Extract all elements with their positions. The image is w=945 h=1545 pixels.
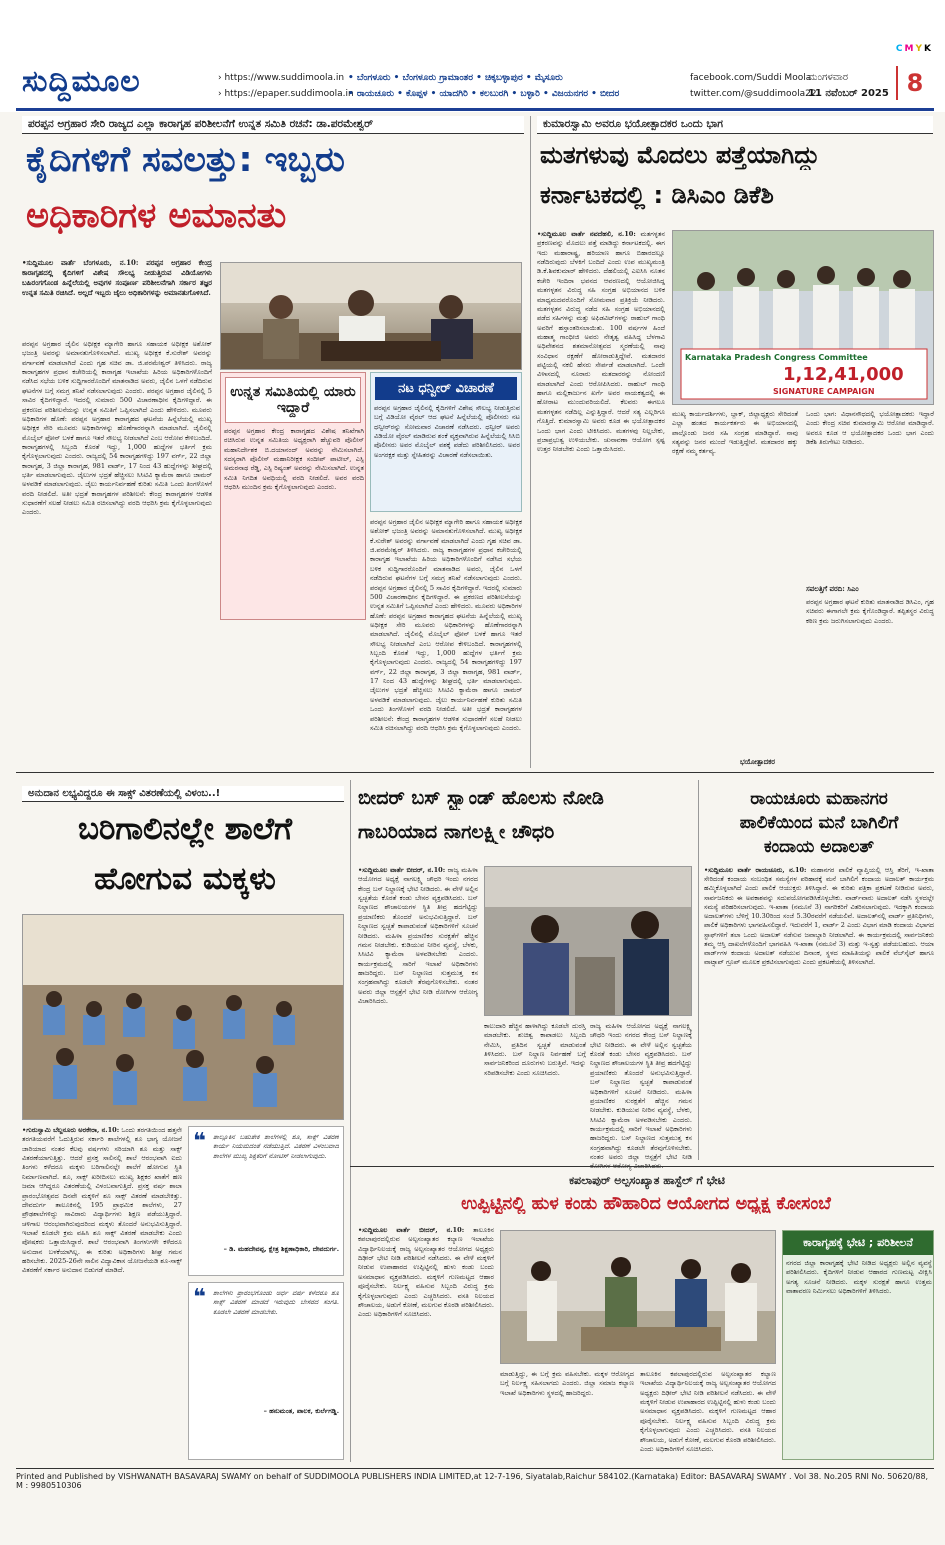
story2-photo-campaign (672, 230, 934, 405)
hostel-photo-illustration (501, 1231, 776, 1364)
story2-col2: ಮುಖ್ಯ ಕಾರ್ಯದರ್ಶಿಗಳು, ಬ್ಲಾಕ್, ಜಿಲ್ಲಾಧ್ಯಕ್ಷರು ಸೇರಿದಂತೆ ಎಲ್ಲಾ ಹಂತದ ಕಾರ್ಯಕರ್ತರು ಈ ಅಭಿಯಾನದಲ್ಲಿ ಪಾಲ್ಗೊಂಡು ಜನರ ಸಹಿ ಸಂಗ್ರಹ ಮಾಡಿದ್ದಾರೆ. ನಾವು ಸತ್ಯವನ್ನು ಜನರ ಮುಂದೆ ಇಡುತ್ತಿದ್ದೇವೆ. ಮತದಾರರ ಹಕ್ಕು ರಕ್ಷಣೆ ನಮ್ಮ ಕರ್ತವ್ಯ. (672, 410, 798, 456)
actor-sidebar-body: ಪರಪ್ಪನ ಅಗ್ರಹಾರ ಜೈಲಿನಲ್ಲಿ ಕೈದಿಗಳಿಗೆ ವಿಶೇಷ ಸೌಲಭ್ಯ ನೀಡುತ್ತಿರುವ ಬಗ್ಗೆ ವಿಡಿಯೋ ವೈರಲ್ ಆದ ಘಟನೆ ಹಿನ್ನೆಲೆಯಲ್ಲಿ ಪೊಲೀಸರು ನಟ ಧನ್ವೀರ್‌ರನ್ನು ಸೋಮವಾರ ವಿಚಾರಣೆ ನಡೆಸಿದರು. ಧನ್ವೀರ್ ಅವರು ವಿಡಿಯೋ ವೈರಲ್ ಮಾಡಿರುವ ಶಂಕೆ ವ್ಯಕ್ತವಾಗಿರುವ ಹಿನ್ನೆಲೆಯಲ್ಲಿ ಸಿಸಿಬಿ ಪೊಲೀಸರು ಅವರ ಮೊಬೈಲ್ ವಶಕ್ಕೆ ಪಡೆದು ಪರಿಶೀಲಿಸಿದರು. ಅವರ ಅಂಗರಕ್ಷಕ ಮತ್ತು ಸ್ನೇಹಿತರನ್ನು ವಿಚಾರಣೆ ನಡೆಸಲಾಯಿತು. (374, 404, 520, 459)
story3-kicker: ಅನುದಾನ ಲಭ್ಯವಿದ್ದರೂ ಈ ಸಾಕ್ಸ್ ವಿತರಣೆಯಲ್ಲಿ ವಿಳಂಬ..! (22, 786, 344, 802)
twitter-link[interactable]: twitter.com/@suddimoola22 (690, 89, 817, 99)
cmyk-k: K (924, 44, 933, 54)
divider-story5-story6 (350, 1166, 934, 1167)
busstand-photo-illustration (485, 867, 692, 1016)
edition-cities (348, 70, 619, 102)
issue-day: ಮಂಗಳವಾರ (808, 72, 849, 83)
story6-byline: •ಸುದ್ದಿಮೂಲ ವಾರ್ತೆ ಬೀದರ್, ನ.10: (358, 1226, 465, 1234)
story4-byline: •ಸುದ್ದಿಮೂಲ ವಾರ್ತೆ ಬೀದರ್, ನ.10: (358, 866, 446, 874)
divider-story3-story4 (350, 780, 351, 1462)
website-link[interactable]: › https://www.suddimoola.in (218, 70, 354, 86)
masthead (0, 0, 945, 112)
story2-byline: •ಸುದ್ದಿಮೂಲ ವಾರ್ತೆ ನವದೆಹಲಿ, ನ.10: (537, 230, 636, 238)
story1-headline-line2: ಅಧಿಕಾರಿಗಳ ಅಮಾನತು (26, 196, 287, 236)
divider-top-middle (16, 772, 934, 773)
story4-headline-line1: ಬೀದರ್ ಬಸ್ ಸ್ಟ್ಯಾಂಡ್ ಹೊಲಸು ನೋಡಿ (358, 788, 604, 809)
story4-headline-line2: ಗಾಬರಿಯಾದ ನಾಗಲಕ್ಷ್ಮೀ ಚೌಧರಿ (358, 822, 555, 843)
story6-photo-hostel (500, 1230, 776, 1364)
social-links (690, 70, 817, 102)
story1-body: ಪರಪ್ಪನ ಅಗ್ರಹಾರ ಜೈಲಿನ ಅಧೀಕ್ಷಕ ಮ್ಯಾಗೇರಿ ಹಾಗೂ ಸಹಾಯಕ ಅಧೀಕ್ಷಕ ಅಶೋಕ್ ಭಜಂತ್ರಿ ಅವರನ್ನು ಅಮಾನತುಗೊಳಿಸಲಾಗಿದೆ. ಮುಖ್ಯ ಅಧೀಕ್ಷಕ ಕೆ.ಸುರೇಶ್ ಅವರನ್ನು ವರ್ಗಾವಣೆ ಮಾಡಲಾಗಿದೆ ಎಂದು ಗೃಹ ಸಚಿವ ಡಾ. ಜಿ.ಪರಮೇಶ್ವರ್ ತಿಳಿಸಿದರು. ರಾಜ್ಯ ಕಾರಾಗೃಹಗಳ ಪ್ರಧಾನ ಕಚೇರಿಯಲ್ಲಿ ಕಾರಾಗೃಹ ಇಲಾಖೆಯ ಹಿರಿಯ ಅಧಿಕಾರಿಗಳೊಂದಿಗೆ ನಡೆಸಿದ ಸಭೆಯ ಬಳಿಕ ಸುದ್ದಿಗಾರರೊಂದಿಗೆ ಮಾತನಾಡಿದ ಅವರು, ಜೈಲಿನ ಒಳಗೆ ನಡೆದಿರುವ ಘಟನೆಗಳ ಬಗ್ಗೆ ಸಮಗ್ರ ತನಿಖೆ ನಡೆಸಲಾಗುವುದು ಎಂದರು. ಪರಪ್ಪನ ಅಗ್ರಹಾರ ಜೈಲಿನಲ್ಲಿ 5 ಸಾವಿರ ಕೈದಿಗಳಿದ್ದಾರೆ. ಇದರಲ್ಲಿ ಸುಮಾರು 500 ವಿಚಾರಣಾಧೀನ ಕೈದಿಗಳಿದ್ದಾರೆ. ಈ ಪ್ರಕರಣದ ಪರಿಶೀಲನೆಯನ್ನು ಉನ್ನತ ಸಮಿತಿಗೆ ಒಪ್ಪಿಸಲಾಗಿದೆ ಎಂದು ಹೇಳಿದರು. ಮೂವರು ಅಧಿಕಾರಿಗಳ ಹೊಣೆ: ಪರಪ್ಪನ ಅಗ್ರಹಾರ ಕಾರಾಗೃಹದ ಘಟನೆಯ ಹಿನ್ನೆಲೆಯಲ್ಲಿ ಮುಖ್ಯ ಅಧೀಕ್ಷಕ ಸೇರಿ ಮೂವರು ಅಧಿಕಾರಿಗಳನ್ನು ಹೊಣೆಗಾರರನ್ನಾಗಿ ಮಾಡಲಾಗಿದೆ. ಜೈಲಿನಲ್ಲಿ ಮೊಬೈಲ್ ಫೋನ್ ಬಳಕೆ ಹಾಗೂ ಇತರೆ ಸೌಲಭ್ಯ ನೀಡಲಾಗಿದೆ ಎಂಬ ಆರೋಪ ಕೇಳಿಬಂದಿದೆ. ಕಾರಾಗೃಹಗಳಲ್ಲಿ ಸಿಬ್ಬಂದಿ ಕೊರತೆ ಇದ್ದು, 1,000 ಹುದ್ದೆಗಳ ಭರ್ತಿಗೆ ಕ್ರಮ ಕೈಗೊಳ್ಳಲಾಗುವುದು ಎಂದರು. ರಾಜ್ಯದಲ್ಲಿ 54 ಕಾರಾಗೃಹಗಳಿದ್ದು 197 ವರ್ಗ್, 22 ಜಿಲ್ಲಾ ಕಾರಾಗೃಹ, 3 ಜಿಲ್ಲಾ ಕಾರಾಗೃಹ, 981 ವಾರ್ಡ್, 17 ನಿಂದ 43 ಹುದ್ದೆಗಳನ್ನು ಶೀಘ್ರದಲ್ಲಿ ಭರ್ತಿ ಮಾಡಲಾಗುವುದು. ಜೈಲುಗಳ ಭದ್ರತೆ ಹೆಚ್ಚಿಸಲು ಸಿಸಿಟಿವಿ ಕ್ಯಾಮೆರಾ ಹಾಗೂ ಜಾಮರ್ ಅಳವಡಿಕೆ ಮಾಡಲಾಗುವುದು. ಜೈಲು ಕಾರ್ಯನಿರ್ವಹಣೆ ಕುರಿತು ಸಮಿತಿ ಒಂದು ತಿಂಗಳೊಳಗೆ ವರದಿ ನೀಡಲಿದೆ. ಅತೀ ಭದ್ರತೆ ಕಾರಾಗೃಹಗಳ ಪರಿಶೀಲನೆ: ಕೇಂದ್ರ ಕಾರಾಗೃಹಗಳ ಆಡಳಿತ ಸುಧಾರಣೆಗೆ ಸಲಹೆ ನೀಡಲು ಸಮಿತಿ ರಚಿಸಲಾಗಿದ್ದು ವರದಿ ಆಧರಿಸಿ ಕ್ರಮ ಕೈಗೊಳ್ಳಲಾಗುವುದು ಎಂದರು. (22, 340, 212, 517)
story2-body-text: ಮತಗಳ್ಳತನ ಪ್ರಕರಣವನ್ನು ಮೊದಲು ಪತ್ತೆ ಮಾಡಿದ್ದು ಕರ್ನಾಟಕದಲ್ಲಿ. ಈಗ ಇದು ಮಹಾರಾಷ್ಟ್ರ, ಹರಿಯಾಣ ಹಾಗೂ ಬಿಹಾರದಲ್ಲೂ ನಡೆದಿರುವುದು ಬೆಳಕಿಗೆ ಬಂದಿದೆ ಎಂದು ಉಪ ಮುಖ್ಯಮಂತ್ರಿ ಡಿ.ಕೆ.ಶಿವಕುಮಾರ್ ಹೇಳಿದರು. ದೆಹಲಿಯಲ್ಲಿ ಎಐಸಿಸಿ ನೂತನ ಕಚೇರಿ ಇಂದಿರಾ ಭವನದ ಆವರಣದಲ್ಲಿ ಆಯೋಜಿಸಿದ್ದ ಮತಗಳ್ಳತನ ವಿರುದ್ಧ ಸಹಿ ಸಂಗ್ರಹ ಅಭಿಯಾನದ ಬಳಿಕ ಮಾಧ್ಯಮದವರೊಂದಿಗೆ ಸೋಮವಾರ ಪ್ರತಿಕ್ರಿಯೆ ನೀಡಿದರು. ಮತಗಳ್ಳತನ ವಿರುದ್ಧ ನಡೆದ ಸಹಿ ಸಂಗ್ರಹ ಅಭಿಯಾನದಲ್ಲಿ ಪಡೆದ ಸಹಿಗಳನ್ನು ಮತ್ತು ಅಫಿಡವಿಟ್‌ಗಳನ್ನು ರಾಹುಲ್ ಗಾಂಧಿ ಅವರಿಗೆ ಹಸ್ತಾಂತರಿಸಲಾಯಿತು. 100 ವರ್ಷಗಳ ಹಿಂದೆ ಮಹಾತ್ಮ ಗಾಂಧೀಜಿ ಅವರು ನೇತೃತ್ವ ವಹಿಸಿದ್ದ ಬೆಳಗಾವಿ ಅಧಿವೇಶನದ ಶತಮಾನೋತ್ಸವದ ಸ್ಮರಣೆಯಲ್ಲಿ ನಾವು ಸಂವಿಧಾನ ರಕ್ಷಣೆಗೆ ಹೋರಾಡುತ್ತಿದ್ದೇವೆ. ಮತದಾರರ ಪಟ್ಟಿಯಲ್ಲಿ ನಕಲಿ ಹೆಸರು ಸೇರ್ಪಡೆ ಮಾಡಲಾಗಿದೆ. ಒಂದೇ ವಿಳಾಸದಲ್ಲಿ ನೂರಾರು ಮತದಾರರನ್ನು ನೋಂದಣಿ ಮಾಡಲಾಗಿದೆ ಎಂದು ಆರೋಪಿಸಿದರು. ರಾಹುಲ್ ಗಾಂಧಿ ಹಾಗೂ ಮಲ್ಲಿಕಾರ್ಜುನ ಖರ್ಗೆ ಅವರ ನಾಯಕತ್ವದಲ್ಲಿ ಈ ಹೋರಾಟ ಮುಂದುವರಿಯಲಿದೆ. ಕೆಲವರು ಈಗಲೂ ಮತಗಳ್ಳತನ ನಡೆದಿಲ್ಲ ಎನ್ನುತ್ತಿದ್ದಾರೆ. ಆದರೆ ಸತ್ಯ ಎಲ್ಲರಿಗೂ ಗೊತ್ತಿದೆ. ಕುಮಾರಸ್ವಾಮಿ ಅವರು ಕೂಡ ಈ ಭಯೋತ್ಪಾದಕರ ಒಂದು ಭಾಗ ಎಂದು ಟೀಕಿಸಿದರು. ಮತಗಳವು ನಿಲ್ಲಬೇಕು, ಪ್ರಜಾಪ್ರಭುತ್ವ ಉಳಿಯಬೇಕು. ಚುನಾವಣಾ ಆಯೋಗ ಸ್ಪಷ್ಟ ಉತ್ತರ ನೀಡಬೇಕು ಎಂದು ಒತ್ತಾಯಿಸಿದರು. (537, 230, 665, 454)
cities-line-2: • ರಾಯಚೂರು • ಕೊಪ್ಪಳ • ಯಾದಗಿರಿ • ಕಲಬುರಗಿ • ಬಳ್ಳಾರಿ • ವಿಜಯನಗರ • ಬೀದರ (348, 89, 620, 99)
actor-sidebar-title: ನಟ ಧನ್ವೀರ್ ವಿಚಾರಣೆ (375, 377, 517, 400)
divider-story1-story2 (530, 116, 531, 768)
quote2-icon: ❝ (193, 1285, 206, 1310)
story2-headline-line2: ಕರ್ನಾಟಕದಲ್ಲಿ : ಡಿಸಿಎಂ ಡಿಕೆಶಿ (540, 182, 774, 209)
story1-headline-line1: ಕೈದಿಗಳಿಗೆ ಸವಲತ್ತು: ಇಬ್ಬರು (26, 140, 345, 180)
web-links (218, 70, 354, 102)
issue-date-text: 11 ನವೆಂಬರ್ 2025 (808, 88, 889, 99)
story6-headline: ಉಪ್ಪಿಟ್ಟಿನಲ್ಲಿ ಹುಳ ಕಂಡು ಹೌಹಾರಿದ ಆಯೋಗದ ಅಧ್ಯಕ್ಷ ಕೋಸಂಬೆ (461, 1194, 831, 1214)
story4-body-text: ರಾಜ್ಯ ಮಹಿಳಾ ಆಯೋಗದ ಅಧ್ಯಕ್ಷೆ ನಾಗಲಕ್ಷ್ಮಿ ಚೌಧರಿ ಇಂದು ನಗರದ ಕೇಂದ್ರ ಬಸ್ ನಿಲ್ದಾಣಕ್ಕೆ ಭೇಟಿ ನೀಡಿದರು. ಈ ವೇಳೆ ಅಲ್ಲಿನ ಸ್ವಚ್ಛತೆಯ ಕೊರತೆ ಕಂಡು ಬೇಸರ ವ್ಯಕ್ತಪಡಿಸಿದರು. ಬಸ್ ನಿಲ್ದಾಣದ ಶೌಚಾಲಯಗಳ ಸ್ಥಿತಿ ತೀವ್ರ ಹದಗೆಟ್ಟಿದ್ದು ಪ್ರಯಾಣಿಕರು ತೊಂದರೆ ಅನುಭವಿಸುತ್ತಿದ್ದಾರೆ. ಬಸ್ ನಿಲ್ದಾಣದ ಸ್ವಚ್ಛತೆ ಕಾಪಾಡುವಂತೆ ಅಧಿಕಾರಿಗಳಿಗೆ ಸೂಚನೆ ನೀಡಿದರು. ಮಹಿಳಾ ಪ್ರಯಾಣಿಕರ ಸುರಕ್ಷತೆಗೆ ಹೆಚ್ಚಿನ ಗಮನ ನೀಡಬೇಕು. ಕುಡಿಯುವ ನೀರಿನ ವ್ಯವಸ್ಥೆ, ಬೆಳಕು, ಸಿಸಿಟಿವಿ ಕ್ಯಾಮೆರಾ ಅಳವಡಿಸಬೇಕು ಎಂದರು. ಕಾರ್ಯಕ್ರಮದಲ್ಲಿ ಸಾರಿಗೆ ಇಲಾಖೆ ಅಧಿಕಾರಿಗಳು ಹಾಜರಿದ್ದರು. ಬಸ್ ನಿಲ್ದಾಣದ ಸುತ್ತಮುತ್ತ ಕಸ ಸಂಗ್ರಹವಾಗಿದ್ದು ಕೂಡಲೇ ತೆರವುಗೊಳಿಸಬೇಕು. ನಂತರ ಅವರು ಜಿಲ್ಲಾ ಆಸ್ಪತ್ರೆಗೆ ಭೇಟಿ ನೀಡಿ ರೋಗಿಗಳ ಆರೋಗ್ಯ ವಿಚಾರಿಸಿದರು. (358, 866, 478, 1006)
story1-lead-text: ಪರಪ್ಪನ ಅಗ್ರಹಾರ ಕೇಂದ್ರ ಕಾರಾಗೃಹದಲ್ಲಿ ಕೈದಿಗಳಿಗೆ ವಿಶೇಷ ಸೌಲಭ್ಯ ನೀಡುತ್ತಿರುವ ವಿಡಿಯೋಗಳು ಬಹಿರಂಗಗೊಂಡ ಹಿನ್ನೆಲೆಯಲ್ಲಿ ಅವುಗಳ ಸಂಪೂರ್ಣ ಪರಿಶೀಲನೆಗಾಗಿ ಸರ್ಕಾರ ತಜ್ಞರ ಉನ್ನತ ಸಮಿತಿ ರಚಿಸಿದೆ. ಅಲ್ಲದೆ ಇಬ್ಬರು ಜೈಲು ಅಧಿಕಾರಿಗಳನ್ನು ಅಮಾನತುಗೊಳಿಸಿದೆ. (22, 258, 212, 297)
epaper-link[interactable]: › https://epaper.suddimoola.in (218, 86, 354, 102)
quote1-attribution: – ಡಿ. ಮಹದೇವಪ್ಪ, ಕ್ಷೇತ್ರ ಶಿಕ್ಷಣಾಧಿಕಾರಿ, ದೇವದುರ್ಗ. (223, 1245, 339, 1253)
campaign-caption: SIGNATURE CAMPAIGN (773, 387, 875, 396)
cmyk-marks (896, 44, 933, 54)
story6-body-text: ತಾಲೂಕಿನ ಕಪಲಾಪುರದಲ್ಲಿರುವ ಅಲ್ಪಸಂಖ್ಯಾತರ ಕಲ್ಯಾಣ ಇಲಾಖೆಯ ವಿದ್ಯಾರ್ಥಿನಿಲಯಕ್ಕೆ ರಾಜ್ಯ ಅಲ್ಪಸಂಖ್ಯಾತರ ಆಯೋಗದ ಅಧ್ಯಕ್ಷರು ದಿಢೀರ್ ಭೇಟಿ ನೀಡಿ ಪರಿಶೀಲನೆ ನಡೆಸಿದರು. ಈ ವೇಳೆ ಮಕ್ಕಳಿಗೆ ನೀಡುವ ಉಪಾಹಾರದ ಉಪ್ಪಿಟ್ಟಿನಲ್ಲಿ ಹುಳು ಕಂಡು ಬಂದು ಅಸಮಾಧಾನ ವ್ಯಕ್ತಪಡಿಸಿದರು. ಮಕ್ಕಳಿಗೆ ಗುಣಮಟ್ಟದ ಆಹಾರ ಪೂರೈಸಬೇಕು. ನಿರ್ಲಕ್ಷ್ಯ ವಹಿಸುವ ಸಿಬ್ಬಂದಿ ವಿರುದ್ಧ ಕ್ರಮ ಕೈಗೊಳ್ಳಲಾಗುವುದು ಎಂದು ಎಚ್ಚರಿಸಿದರು. ವಸತಿ ನಿಲಯದ ಶೌಚಾಲಯ, ಅಡುಗೆ ಕೋಣೆ, ಮಲಗುವ ಕೊಠಡಿ ಪರಿಶೀಲಿಸಿದರು. ಎಂದು ಅಧಿಕಾರಿಗಳಿಗೆ ಸೂಚಿಸಿದರು. (358, 1226, 494, 1319)
page-number: 8 (896, 66, 932, 100)
campaign-count: 1,12,41,000 (783, 364, 904, 385)
story5-headline-line2: ಪಾಲಿಕೆಯಿಂದ ಮನೆ ಬಾಗಿಲಿಗೆ (739, 813, 899, 833)
cmyk-y: Y (915, 44, 925, 54)
story6-sidebar-prison (782, 1230, 934, 1460)
story1-sidebar-actor (370, 372, 522, 512)
story2-body (537, 230, 665, 766)
story5-body-text: ಮಹಾನಗರ ಪಾಲಿಕೆ ವ್ಯಾಪ್ತಿಯಲ್ಲಿ ಆಸ್ತಿ ತೆರಿಗೆ, ಇ-ಖಾತಾ ಸೇರಿದಂತೆ ಕಂದಾಯ ಸಂಬಂಧಿತ ಸಮಸ್ಯೆಗಳ ಪರಿಹಾರಕ್ಕೆ ಮನೆ ಬಾಗಿಲಿಗೆ ಕಂದಾಯ ಅದಾಲತ್ ಕಾರ್ಯಕ್ರಮ ಹಮ್ಮಿಕೊಳ್ಳಲಾಗಿದೆ ಎಂದು ಪಾಲಿಕೆ ಆಯುಕ್ತರು ತಿಳಿಸಿದ್ದಾರೆ. ಈ ಕುರಿತು ಪತ್ರಿಕಾ ಪ್ರಕಟಣೆ ನೀಡಿರುವ ಅವರು, ಸಾರ್ವಜನಿಕರು ಈ ಅವಕಾಶವನ್ನು ಸದುಪಯೋಗಪಡಿಸಿಕೊಳ್ಳಬೇಕು. ವಾರ್ಡ್‌ವಾರು ಅದಾಲತ್ ನಡೆಸಿ ಸ್ಥಳದಲ್ಲೇ ಸಮಸ್ಯೆ ಪರಿಹರಿಸಲಾಗುವುದು. ಇ-ಖಾತಾ (ನಮೂನೆ 3) ನಾಗರಿಕರಿಗೆ ವಿತರಿಸಲಾಗುವುದು. ಇದಕ್ಕಾಗಿ ಕಂದಾಯ ಅದಾಲತ್‌ಗಳು ಬೆಳಿಗ್ಗೆ 10.30ರಿಂದ ಸಂಜೆ 5.30ರವರೆಗೆ ನಡೆಯಲಿವೆ. ಅದಾಲತ್‌ನಲ್ಲಿ ವಾರ್ಡ್ ಪ್ರತಿನಿಧಿಗಳು, ಪಾಲಿಕೆ ಅಧಿಕಾರಿಗಳು ಭಾಗವಹಿಸಲಿದ್ದಾರೆ. ಇದುವರೆಗೆ 1, ವಾರ್ಡ್ 2 ಎಂದು ವಿಭಾಗ ಮಾಡಿ ಕಂದಾಯ ವಿಭಾಗದ ಸ್ಟಾಫ್‌ಗಳಿಗೆ ತಲಾ ಒಂದು ಅದಾಲತ್ ನಡೆಸುವ ಜವಾಬ್ದಾರಿ ನೀಡಲಾಗಿದೆ. ಈ ಕಾರ್ಯಕ್ರಮದಲ್ಲಿ ಸಾರ್ವಜನಿಕರು ತಮ್ಮ ಆಸ್ತಿ ದಾಖಲೆಗಳೊಂದಿಗೆ ಭಾಗವಹಿಸಿ ಇ-ಖಾತಾ (ನಮೂನೆ 3) ಮತ್ತು ಇ-ಸ್ವತ್ತು ಪಡೆಯಬಹುದು. ಆಯಾ ವಾರ್ಡ್‌ಗಳ ಕಂದಾಯ ಅದಾಲತ್ ನಡೆಯುವ ದಿನಾಂಕ, ಸ್ಥಳದ ಮಾಹಿತಿಯನ್ನು ಪಾಲಿಕೆ ವೆಬ್‌ಸೈಟ್ ಹಾಗೂ ವಾಟ್ಸಾಪ್ ಗ್ರೂಪ್ ಮೂಲಕ ಪ್ರಕಟಿಸಲಾಗುವುದು ಎಂದು ಪ್ರಕಟಣೆಯಲ್ಲಿ ತಿಳಿಸಲಾಗಿದೆ. (704, 866, 934, 967)
story2-headline-line1: ಮತಗಳುವು ಮೊದಲು ಪತ್ತೆಯಾಗಿದ್ದು (540, 142, 820, 169)
cities-line-1: • ಬೆಂಗಳೂರು • ಬೆಂಗಳೂರು ಗ್ರಾಮಾಂತರ • ಚಿಕ್ಕಬಳ್ಳಾಪುರ • ಮೈಸೂರು (348, 73, 563, 83)
story2-signoff: ಭಯೋತ್ಪಾದಕರ (740, 757, 775, 766)
story2-col3: ಒಂದು ಭಾಗ: ವಿಧಾನಸೌಧದಲ್ಲಿ ಭಯೋತ್ಪಾದಕರು ಇದ್ದಾರೆ ಎಂದು ಕೇಂದ್ರ ಸಚಿವ ಕುಮಾರಸ್ವಾಮಿ ಆರೋಪ ಮಾಡಿದ್ದಾರೆ. ಅವರೂ ಕೂಡ ಆ ಭಯೋತ್ಪಾದಕರ ಒಂದು ಭಾಗ ಎಂದು ಡಿಕೆಶಿ ತಿರುಗೇಟು ನೀಡಿದರು. (806, 410, 934, 447)
prison-sidebar-body: ನಗರದ ಜಿಲ್ಲಾ ಕಾರಾಗೃಹಕ್ಕೆ ಭೇಟಿ ನೀಡಿದ ಅಧ್ಯಕ್ಷರು ಅಲ್ಲಿನ ವ್ಯವಸ್ಥೆ ಪರಿಶೀಲಿಸಿದರು. ಕೈದಿಗಳಿಗೆ ನೀಡುವ ಆಹಾರದ ಗುಣಮಟ್ಟ ವೀಕ್ಷಿಸಿ ಅಗತ್ಯ ಸೂಚನೆ ನೀಡಿದರು. ಮಕ್ಕಳ ಸುರಕ್ಷತೆ ಹಾಗೂ ಉತ್ತಮ ವಾತಾವರಣ ನಿರ್ಮಿಸಲು ಅಧಿಕಾರಿಗಳಿಗೆ ತಿಳಿಸಿದರು. (786, 1259, 932, 1296)
story1-kicker: ಪರಪ್ಪನ ಅಗ್ರಹಾರ ಸೇರಿ ರಾಜ್ಯದ ಎಲ್ಲಾ ಕಾರಾಗೃಹ ಪರಿಶೀಲನೆಗೆ ಉನ್ನತ ಸಮಿತಿ ರಚನೆ: ಡಾ.ಪರಮೇಶ್ವರ್ (22, 116, 524, 134)
story1-photo-meeting (220, 262, 522, 370)
story3-headline-line2: ಹೋಗುವ ಮಕ್ಕಳು (94, 861, 276, 897)
masthead-rule (16, 108, 934, 111)
story1-lead (22, 258, 212, 338)
story5-headline-line1: ರಾಯಚೂರು ಮಹಾನಗರ (750, 789, 888, 809)
quote2-text: ಶಾಲೆಗಳು ಪ್ರಾರಂಭಗೊಂಡು ಅರ್ಧ ವರ್ಷ ಕಳೆದರೂ ಶೂ ಸಾಕ್ಸ್ ವಿತರಣೆ ಮಾಡದೆ ಇರುವುದು ಬೇಸರದ ಸಂಗತಿ. ಕೂಡಲೇ ವಿತರಣೆ ಮಾಡಬೇಕು. (213, 1289, 339, 1316)
committee-sidebar-body: ಪರಪ್ಪನ ಅಗ್ರಹಾರ ಕೇಂದ್ರ ಕಾರಾಗೃಹದ ವಿಶೇಷ ತನಿಖೆಗಾಗಿ ರಚಿಸಿರುವ ಉನ್ನತ ಸಮಿತಿಯ ಅಧ್ಯಕ್ಷರಾಗಿ ಹೆಚ್ಚುವರಿ ಪೊಲೀಸ್ ಮಹಾನಿರ್ದೇಶಕ ಬಿ.ದಯಾನಂದ್ ಅವರನ್ನು ನೇಮಿಸಲಾಗಿದೆ. ಸದಸ್ಯರಾಗಿ ಪೊಲೀಸ್ ಮಹಾನಿರೀಕ್ಷಕ ಸಂದೀಪ್ ಪಾಟೀಲ್, ಎಸ್ಪಿ ಅಮರನಾಥ ರೆಡ್ಡಿ, ಎಸ್ಪಿ ರಿಷ್ಯಂತ್ ಅವರನ್ನು ನೇಮಿಸಲಾಗಿದೆ. ಉನ್ನತ ಸಮಿತಿ ನಿಗದಿತ ಅವಧಿಯಲ್ಲಿ ವರದಿ ನೀಡಲಿದೆ. ಅವರ ವರದಿ ಆಧರಿಸಿ ಮುಂದಿನ ಕ್ರಮ ಕೈಗೊಳ್ಳಲಾಗುವುದು ಎಂದರು. (224, 427, 364, 492)
story3-body (22, 1126, 182, 1460)
story5-body (704, 866, 934, 1162)
story1-body-col3: ಪರಪ್ಪನ ಅಗ್ರಹಾರ ಜೈಲಿನ ಅಧೀಕ್ಷಕ ಮ್ಯಾಗೇರಿ ಹಾಗೂ ಸಹಾಯಕ ಅಧೀಕ್ಷಕ ಅಶೋಕ್ ಭಜಂತ್ರಿ ಅವರನ್ನು ಅಮಾನತುಗೊಳಿಸಲಾಗಿದೆ. ಮುಖ್ಯ ಅಧೀಕ್ಷಕ ಕೆ.ಸುರೇಶ್ ಅವರನ್ನು ವರ್ಗಾವಣೆ ಮಾಡಲಾಗಿದೆ ಎಂದು ಗೃಹ ಸಚಿವ ಡಾ. ಜಿ.ಪರಮೇಶ್ವರ್ ತಿಳಿಸಿದರು. ರಾಜ್ಯ ಕಾರಾಗೃಹಗಳ ಪ್ರಧಾನ ಕಚೇರಿಯಲ್ಲಿ ಕಾರಾಗೃಹ ಇಲಾಖೆಯ ಹಿರಿಯ ಅಧಿಕಾರಿಗಳೊಂದಿಗೆ ನಡೆಸಿದ ಸಭೆಯ ಬಳಿಕ ಸುದ್ದಿಗಾರರೊಂದಿಗೆ ಮಾತನಾಡಿದ ಅವರು, ಜೈಲಿನ ಒಳಗೆ ನಡೆದಿರುವ ಘಟನೆಗಳ ಬಗ್ಗೆ ಸಮಗ್ರ ತನಿಖೆ ನಡೆಸಲಾಗುವುದು ಎಂದರು. ಪರಪ್ಪನ ಅಗ್ರಹಾರ ಜೈಲಿನಲ್ಲಿ 5 ಸಾವಿರ ಕೈದಿಗಳಿದ್ದಾರೆ. ಇದರಲ್ಲಿ ಸುಮಾರು 500 ವಿಚಾರಣಾಧೀನ ಕೈದಿಗಳಿದ್ದಾರೆ. ಈ ಪ್ರಕರಣದ ಪರಿಶೀಲನೆಯನ್ನು ಉನ್ನತ ಸಮಿತಿಗೆ ಒಪ್ಪಿಸಲಾಗಿದೆ ಎಂದು ಹೇಳಿದರು. ಮೂವರು ಅಧಿಕಾರಿಗಳ ಹೊಣೆ: ಪರಪ್ಪನ ಅಗ್ರಹಾರ ಕಾರಾಗೃಹದ ಘಟನೆಯ ಹಿನ್ನೆಲೆಯಲ್ಲಿ ಮುಖ್ಯ ಅಧೀಕ್ಷಕ ಸೇರಿ ಮೂವರು ಅಧಿಕಾರಿಗಳನ್ನು ಹೊಣೆಗಾರರನ್ನಾಗಿ ಮಾಡಲಾಗಿದೆ. ಜೈಲಿನಲ್ಲಿ ಮೊಬೈಲ್ ಫೋನ್ ಬಳಕೆ ಹಾಗೂ ಇತರೆ ಸೌಲಭ್ಯ ನೀಡಲಾಗಿದೆ ಎಂಬ ಆರೋಪ ಕೇಳಿಬಂದಿದೆ. ಕಾರಾಗೃಹಗಳಲ್ಲಿ ಸಿಬ್ಬಂದಿ ಕೊರತೆ ಇದ್ದು, 1,000 ಹುದ್ದೆಗಳ ಭರ್ತಿಗೆ ಕ್ರಮ ಕೈಗೊಳ್ಳಲಾಗುವುದು ಎಂದರು. ರಾಜ್ಯದಲ್ಲಿ 54 ಕಾರಾಗೃಹಗಳಿದ್ದು 197 ವರ್ಗ್, 22 ಜಿಲ್ಲಾ ಕಾರಾಗೃಹ, 3 ಜಿಲ್ಲಾ ಕಾರಾಗೃಹ, 981 ವಾರ್ಡ್, 17 ನಿಂದ 43 ಹುದ್ದೆಗಳನ್ನು ಶೀಘ್ರದಲ್ಲಿ ಭರ್ತಿ ಮಾಡಲಾಗುವುದು. ಜೈಲುಗಳ ಭದ್ರತೆ ಹೆಚ್ಚಿಸಲು ಸಿಸಿಟಿವಿ ಕ್ಯಾಮೆರಾ ಹಾಗೂ ಜಾಮರ್ ಅಳವಡಿಕೆ ಮಾಡಲಾಗುವುದು. ಜೈಲು ಕಾರ್ಯನಿರ್ವಹಣೆ ಕುರಿತು ಸಮಿತಿ ಒಂದು ತಿಂಗಳೊಳಗೆ ವರದಿ ನೀಡಲಿದೆ. ಅತೀ ಭದ್ರತೆ ಕಾರಾಗೃಹಗಳ ಪರಿಶೀಲನೆ: ಕೇಂದ್ರ ಕಾರಾಗೃಹಗಳ ಆಡಳಿತ ಸುಧಾರಣೆಗೆ ಸಲಹೆ ನೀಡಲು ಸಮಿತಿ ರಚಿಸಲಾಗಿದ್ದು ವರದಿ ಆಧರಿಸಿ ಕ್ರಮ ಕೈಗೊಳ್ಳಲಾಗುವುದು ಎಂದರು. (370, 518, 522, 732)
story4-col3: ರಾಜ್ಯ ಮಹಿಳಾ ಆಯೋಗದ ಅಧ್ಯಕ್ಷೆ ನಾಗಲಕ್ಷ್ಮಿ ಚೌಧರಿ ಇಂದು ನಗರದ ಕೇಂದ್ರ ಬಸ್ ನಿಲ್ದಾಣಕ್ಕೆ ಭೇಟಿ ನೀಡಿದರು. ಈ ವೇಳೆ ಅಲ್ಲಿನ ಸ್ವಚ್ಛತೆಯ ಕೊರತೆ ಕಂಡು ಬೇಸರ ವ್ಯಕ್ತಪಡಿಸಿದರು. ಬಸ್ ನಿಲ್ದಾಣದ ಶೌಚಾಲಯಗಳ ಸ್ಥಿತಿ ತೀವ್ರ ಹದಗೆಟ್ಟಿದ್ದು ಪ್ರಯಾಣಿಕರು ತೊಂದರೆ ಅನುಭವಿಸುತ್ತಿದ್ದಾರೆ. ಬಸ್ ನಿಲ್ದಾಣದ ಸ್ವಚ್ಛತೆ ಕಾಪಾಡುವಂತೆ ಅಧಿಕಾರಿಗಳಿಗೆ ಸೂಚನೆ ನೀಡಿದರು. ಮಹಿಳಾ ಪ್ರಯಾಣಿಕರ ಸುರಕ್ಷತೆಗೆ ಹೆಚ್ಚಿನ ಗಮನ ನೀಡಬೇಕು. ಕುಡಿಯುವ ನೀರಿನ ವ್ಯವಸ್ಥೆ, ಬೆಳಕು, ಸಿಸಿಟಿವಿ ಕ್ಯಾಮೆರಾ ಅಳವಡಿಸಬೇಕು ಎಂದರು. ಕಾರ್ಯಕ್ರಮದಲ್ಲಿ ಸಾರಿಗೆ ಇಲಾಖೆ ಅಧಿಕಾರಿಗಳು ಹಾಜರಿದ್ದರು. ಬಸ್ ನಿಲ್ದಾಣದ ಸುತ್ತಮುತ್ತ ಕಸ ಸಂಗ್ರಹವಾಗಿದ್ದು ಕೂಡಲೇ ತೆರವುಗೊಳಿಸಬೇಕು. ನಂತರ ಅವರು ಜಿಲ್ಲಾ ಆಸ್ಪತ್ರೆಗೆ ಭೇಟಿ ನೀಡಿ (590, 1022, 692, 1162)
committee-sidebar-title: ಉನ್ನತ ಸಮಿತಿಯಲ್ಲಿ ಯಾರು ಇದ್ದಾರೆ (225, 377, 361, 423)
cmyk-m: M (904, 44, 916, 54)
story3-byline: •ಗುರುಸ್ವಾಮಿ ಬೆಲ್ದನೂರು ಅರಕೇರಾ, ನ.10: (22, 1126, 120, 1134)
story2-kicker: ಕುಮಾರಸ್ವಾಮಿ ಅವರೂ ಭಯೋತ್ಪಾದಕರ ಒಂದು ಭಾಗ (537, 116, 933, 134)
story4-photo-busstand (484, 866, 692, 1016)
imprint-footer: Printed and Published by VISHWANATH BASAVARAJ SWAMY on behalf of SUDDIMOOLA PUBLISHERS INDIA LIMITED,at 12-7-196, Siyatalab,Raichur 584102.(Karnataka) Editor: BASAVARAJ SWAMY . Vol 38. No.205 RNI No. 50620/88, M : 9980510306 (16, 1468, 934, 1482)
story5-byline: •ಸುದ್ದಿಮೂಲ ವಾರ್ತೆ ರಾಯಚೂರು, ನ.10: (704, 866, 807, 874)
story3-quote2 (188, 1282, 344, 1460)
story5-headline-line3: ಕಂದಾಯ ಅದಾಲತ್ (763, 837, 874, 857)
divider-story4-story5 (698, 780, 699, 1160)
story4-col2: ಕಾಲುದಾರಿ ಹೆಚ್ಚಿನ ಹಾಳಾಗಿದ್ದು ಕೂಡಲೇ ದುರಸ್ತಿ ಮಾಡಬೇಕು. ಶುಚಿತ್ವ ಕಾಪಾಡಲು ಸಿಬ್ಬಂದಿ ನೇಮಿಸಿ, ಪ್ರತಿದಿನ ಸ್ವಚ್ಛತೆ ಮಾಡುವಂತೆ ತಿಳಿಸಿದರು. ಬಸ್ ನಿಲ್ದಾಣ ನಿರ್ವಹಣೆ ಬಗ್ಗೆ ಸಾರ್ವಜನಿಕರಿಂದ ದೂರುಗಳು ಬರುತ್ತಿವೆ. ಇದನ್ನು ಸರಿಪಡಿಸಬೇಕು ಎಂದು ಸೂಚಿಸಿದರು. (484, 1022, 586, 1077)
quote1-icon: ❝ (193, 1129, 206, 1154)
story3-headline-line1: ಬರಿಗಾಲಿನಲ್ಲೇ ಶಾಲೆಗೆ (77, 811, 293, 847)
story6-col2: ಮಾಡುತ್ತಿದ್ದು, ಈ ಬಗ್ಗೆ ಕ್ರಮ ವಹಿಸಬೇಕು. ಮಕ್ಕಳ ಆರೋಗ್ಯದ ಬಗ್ಗೆ ನಿರ್ಲಕ್ಷ್ಯ ಸಹಿಸಲಾಗದು ಎಂದರು. ಜಿಲ್ಲಾ ಸಮಾಜ ಕಲ್ಯಾಣ ಇಲಾಖೆ ಅಧಿಕಾರಿಗಳು ಸ್ಥಳದಲ್ಲಿ ಹಾಜರಿದ್ದರು. (500, 1370, 634, 1397)
story1-sidebar-committee (220, 372, 366, 620)
cmyk-c: C (895, 44, 905, 54)
story6-body (358, 1226, 494, 1460)
story3-quote1 (188, 1126, 344, 1276)
prison-sidebar-title: ಕಾರಾಗೃಹಕ್ಕೆ ಭೇಟಿ ; ಪರಿಶೀಲನೆ (783, 1231, 933, 1255)
newspaper-logo: ಸುದ್ದಿಮೂಲ (22, 64, 141, 99)
issue-date (808, 70, 889, 102)
classroom-photo-illustration (23, 915, 344, 1120)
quote1-text: ತಾಲ್ಲೂಕಿನ ಬಹುತೇಕ ಶಾಲೆಗಳಲ್ಲಿ ಶೂ, ಸಾಕ್ಸ್ ವಿತರಣೆ ಕಾರ್ಯ ನಿಯಮದಂತೆ ನಡೆಯುತ್ತಿದೆ. ವಿತರಣೆ ವಿಳಂಬವಾದ ಶಾಲೆಗಳ ಮುಖ್ಯ ಶಿಕ್ಷಕರಿಗೆ ನೋಟಿಸ್ ನೀಡಲಾಗುವುದು. (213, 1133, 339, 1160)
meeting-photo-illustration (221, 263, 522, 370)
story2-col3-subhead: ಸವಲತ್ತಿಗೆ ವರದಿ: ಸಿಎಂ (806, 584, 859, 593)
story3-body-text: ಒಂದು ತರಗತಿಯಿಂದ ಹತ್ತನೇ ತರಗತಿಯವರೆಗೆ ಓದುತ್ತಿರುವ ಸರ್ಕಾರಿ ಶಾಲೆಗಳಲ್ಲಿ ಶೂ ಭಾಗ್ಯ ಯೋಜನೆ ಜಾರಿಯಾದ ನಂತರ ಕೆಲವು ವರ್ಷಗಳು ಸರಿಯಾಗಿ ಶೂ ಮತ್ತು ಸಾಕ್ಸ್ ವಿತರಣೆಯಾಗುತ್ತಿತ್ತು. ಆದರೆ ಪ್ರಸಕ್ತ ಸಾಲಿನಲ್ಲಿ ಶಾಲೆ ಆರಂಭವಾಗಿ ಐದು ತಿಂಗಳು ಕಳೆದರೂ ಮಕ್ಕಳು ಬರಿಗಾಲಿನಲ್ಲೇ ಶಾಲೆಗೆ ಹೋಗುವ ಸ್ಥಿತಿ ನಿರ್ಮಾಣವಾಗಿದೆ. ಶೂ, ಸಾಕ್ಸ್ ಖರೀದಿಸಲು ಮುಖ್ಯ ಶಿಕ್ಷಕರ ಖಾತೆಗೆ ಹಣ ಜಮಾ ಆಗಿದ್ದರೂ ವಿತರಣೆಯಲ್ಲಿ ವಿಳಂಬವಾಗುತ್ತಿದೆ. ಪ್ರಸಕ್ತ ವರ್ಷ ಶಾಲಾ ಪ್ರಾರಂಭೋತ್ಸವದ ದಿನವೇ ಮಕ್ಕಳಿಗೆ ಶೂ ಸಾಕ್ಸ್ ವಿತರಣೆ ಮಾಡಬೇಕಿತ್ತು. ದೇವದುರ್ಗ ತಾಲೂಕಿನಲ್ಲಿ 195 ಪ್ರಾಥಮಿಕ ಶಾಲೆಗಳು, 27 ಪ್ರೌಢಶಾಲೆಗಳಿದ್ದು ಸಾವಿರಾರು ವಿದ್ಯಾರ್ಥಿಗಳು ಶಿಕ್ಷಣ ಪಡೆಯುತ್ತಿದ್ದಾರೆ. ಚಳಿಗಾಲ ಆರಂಭವಾಗಿರುವುದರಿಂದ ಮಕ್ಕಳು ತೊಂದರೆ ಅನುಭವಿಸುತ್ತಿದ್ದಾರೆ. ಇಲಾಖೆ ಕೂಡಲೇ ಕ್ರಮ ವಹಿಸಿ ಶೂ ಸಾಕ್ಸ್ ವಿತರಣೆ ಮಾಡಬೇಕು ಎಂದು ಪೋಷಕರು ಒತ್ತಾಯಿಸಿದ್ದಾರೆ. ಶಾಲೆ ಆರಂಭವಾಗಿ ತಿಂಗಳುಗಳೇ ಕಳೆದರೂ ಅನುದಾನ ಬಳಕೆಯಾಗಿಲ್ಲ. ಈ ಕುರಿತು ಅಧಿಕಾರಿಗಳು ಶೀಘ್ರ ಗಮನ ಹರಿಸಬೇಕು. 2025-26ನೇ ಸಾಲಿನ ವಿದ್ಯಾವಿಕಾಸ ಯೋಜನೆಯಡಿ ಶೂ-ಸಾಕ್ಸ್ ವಿತರಣೆಗೆ ಸರ್ಕಾರ ಅನುದಾನ ಬಿಡುಗಡೆ ಮಾಡಿದೆ. (22, 1126, 182, 1275)
story2-col3-body: ಪರಪ್ಪನ ಅಗ್ರಹಾರ ಘಟನೆ ಕುರಿತು ಮಾತನಾಡಿದ ಡಿಸಿಎಂ, ಗೃಹ ಸಚಿವರು ಈಗಾಗಲೇ ಕ್ರಮ ಕೈಗೊಂಡಿದ್ದಾರೆ. ತಪ್ಪಿತಸ್ಥರ ವಿರುದ್ಧ ಕಠಿಣ ಕ್ರಮ ಜರುಗಿಸಲಾಗುವುದು ಎಂದರು. (806, 598, 934, 625)
facebook-link[interactable]: facebook.com/Suddi Moola (690, 73, 812, 83)
story3-photo-classroom (22, 914, 344, 1120)
story6-kicker: ಕಪಲಾಪುರ್ ಅಲ್ಪಸಂಖ್ಯಾತ ಹಾಸ್ಟೆಲ್ ಗೆ ಭೇಟಿ (569, 1174, 725, 1187)
story6-col3: ತಾಲೂಕಿನ ಕಪಲಾಪುರದಲ್ಲಿರುವ ಅಲ್ಪಸಂಖ್ಯಾತರ ಕಲ್ಯಾಣ ಇಲಾಖೆಯ ವಿದ್ಯಾರ್ಥಿನಿಲಯಕ್ಕೆ ರಾಜ್ಯ ಅಲ್ಪಸಂಖ್ಯಾತರ ಆಯೋಗದ ಅಧ್ಯಕ್ಷರು ದಿಢೀರ್ ಭೇಟಿ ನೀಡಿ ಪರಿಶೀಲನೆ ನಡೆಸಿದರು. ಈ ವೇಳೆ ಮಕ್ಕಳಿಗೆ ನೀಡುವ ಉಪಾಹಾರದ ಉಪ್ಪಿಟ್ಟಿನಲ್ಲಿ ಹುಳು ಕಂಡು ಬಂದು ಅಸಮಾಧಾನ ವ್ಯಕ್ತಪಡಿಸಿದರು. ಮಕ್ಕಳಿಗೆ ಗುಣಮಟ್ಟದ ಆಹಾರ ಪೂರೈಸಬೇಕು. ನಿರ್ಲಕ್ಷ್ಯ ವಹಿಸುವ ಸಿಬ್ಬಂದಿ ವಿರುದ್ಧ ಕ್ರಮ ಕೈಗೊಳ್ಳಲಾಗುವುದು ಎಂದು ಎಚ್ಚರಿಸಿದರು. ವಸತಿ ನಿಲಯದ ಶೌಚಾಲಯ, ಅಡುಗೆ ಕೋಣೆ, ಮಲಗುವ ಕೊಠಡಿ ಪರಿಶೀಲಿಸಿದರು. ಎಂದು ಅಧಿಕಾರಿಗಳಿಗೆ ಸೂಚಿಸಿದರು. (640, 1370, 776, 1453)
story1-byline: •ಸುದ್ದಿಮೂಲ ವಾರ್ತೆ ಬೆಂಗಳೂರು, ನ.10: (22, 258, 139, 267)
quote2-attribution: – ಹನುಮಂತ, ಪಾಲಕ, ಕುರ್ಲೆಗಡ್ಡಿ. (263, 1407, 339, 1415)
campaign-banner-text: Karnataka Pradesh Congress Committee (685, 353, 868, 362)
